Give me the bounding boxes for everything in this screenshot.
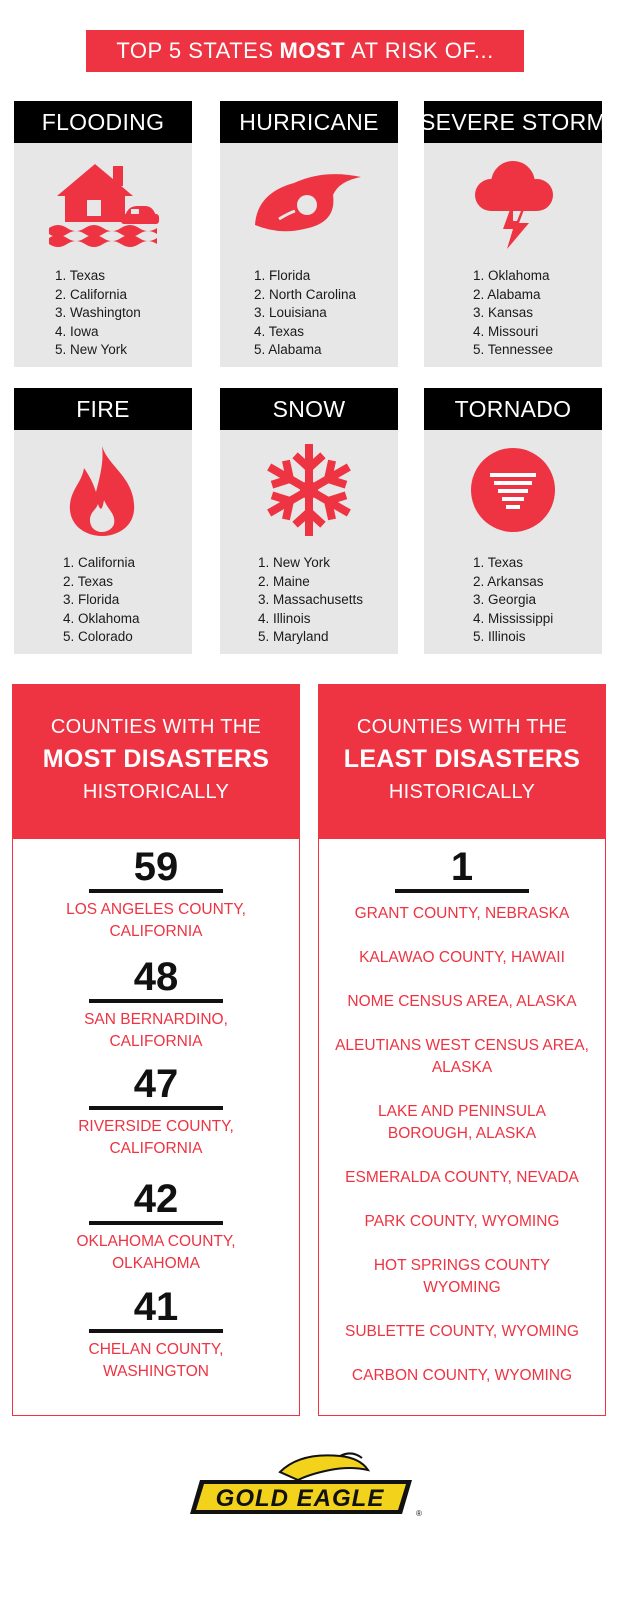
list-item: 5. Alabama	[254, 342, 322, 358]
list-item: 2. Texas	[63, 573, 114, 589]
disaster-count: 41	[133, 1285, 179, 1329]
divider	[89, 1106, 223, 1110]
banner-pre: TOP 5 STATES	[116, 38, 274, 63]
county-item	[319, 1255, 605, 1299]
county-state: CALIFORNIA	[109, 1140, 203, 1157]
county-item	[319, 1365, 605, 1387]
least-disasters-panel	[318, 684, 606, 1416]
list-item: 3. Georgia	[473, 592, 537, 608]
list-item: 5. New York	[55, 342, 128, 358]
card-title: FLOODING	[14, 101, 192, 143]
county-item	[319, 1035, 605, 1079]
most-entry	[13, 1177, 299, 1275]
list-item: 1. Texas	[55, 268, 106, 283]
card-severe-storm	[420, 101, 606, 367]
list-item: 4. Missouri	[473, 323, 539, 339]
divider	[89, 999, 223, 1003]
logo-text: GOLD EAGLE	[215, 1485, 385, 1512]
ranked-list	[473, 554, 553, 647]
county-name: RIVERSIDE COUNTY,	[78, 1118, 234, 1135]
most-entry	[13, 955, 299, 1053]
card-title: TORNADO	[424, 388, 602, 430]
list-item: 4. Illinois	[258, 610, 311, 626]
card-snow	[220, 388, 398, 654]
list-item: 2. California	[55, 286, 128, 302]
ranked-list	[258, 554, 363, 647]
county-name: CHELAN COUNTY,	[88, 1341, 224, 1358]
county-line: ALASKA	[431, 1059, 493, 1076]
list-item: 2. North Carolina	[254, 286, 357, 302]
list-item: 4. Texas	[254, 323, 305, 339]
card-tornado	[424, 388, 602, 654]
county-line: NOME CENSUS AREA, ALASKA	[347, 993, 577, 1010]
list-item: 1. California	[63, 555, 136, 570]
least-panel-header	[319, 685, 605, 839]
flood-house-icon	[14, 153, 192, 253]
disaster-count: 47	[133, 1062, 179, 1106]
list-item: 3. Florida	[63, 592, 120, 608]
fire-icon	[14, 440, 192, 540]
least-header-line2: LEAST DISASTERS	[343, 745, 581, 773]
gold-eagle-logo	[190, 1450, 430, 1525]
banner-post: AT RISK OF...	[351, 38, 494, 63]
county-line: WYOMING	[423, 1279, 501, 1296]
most-header-line3: HISTORICALLY	[82, 781, 230, 803]
list-item: 5. Illinois	[473, 629, 526, 645]
county-line: GRANT COUNTY, NEBRASKA	[354, 905, 570, 922]
most-panel-header	[13, 685, 299, 839]
list-item: 2. Maine	[258, 573, 310, 589]
list-item: 4. Oklahoma	[63, 610, 140, 626]
county-state: CALIFORNIA	[109, 1033, 203, 1050]
list-item: 1. Texas	[473, 555, 524, 570]
list-item: 3. Washington	[55, 305, 141, 321]
card-title: FIRE	[14, 388, 192, 430]
divider	[395, 889, 529, 893]
county-item	[319, 1321, 605, 1343]
list-item: 4. Mississippi	[473, 610, 554, 626]
county-line: KALAWAO COUNTY, HAWAII	[359, 949, 565, 966]
list-item: 3. Kansas	[473, 305, 534, 321]
tornado-icon	[424, 440, 602, 540]
county-item	[319, 1101, 605, 1145]
county-line: ALEUTIANS WEST CENSUS AREA,	[335, 1037, 589, 1054]
list-item: 5. Tennessee	[473, 342, 554, 358]
card-fire	[14, 388, 192, 654]
county-state: OLKAHOMA	[112, 1255, 200, 1272]
ranked-list	[63, 554, 140, 647]
card-flooding	[14, 101, 192, 367]
ranked-list	[473, 267, 553, 360]
county-line: ESMERALDA COUNTY, NEVADA	[345, 1169, 579, 1186]
county-item	[319, 947, 605, 969]
list-item: 4. Iowa	[55, 323, 99, 339]
county-item	[319, 1167, 605, 1189]
county-name: OKLAHOMA COUNTY,	[76, 1233, 236, 1250]
most-disasters-panel	[12, 684, 300, 1416]
disaster-count: 59	[133, 845, 179, 889]
county-name: LOS ANGELES COUNTY,	[66, 901, 246, 918]
list-item: 1. Oklahoma	[473, 268, 550, 283]
county-line: SUBLETTE COUNTY, WYOMING	[345, 1323, 579, 1340]
most-header-line2: MOST DISASTERS	[42, 745, 270, 773]
county-item	[319, 903, 605, 925]
county-line: PARK COUNTY, WYOMING	[364, 1213, 560, 1230]
county-name: SAN BERNARDINO,	[84, 1011, 228, 1028]
list-item: 2. Arkansas	[473, 573, 544, 589]
snowflake-icon	[220, 440, 398, 540]
ranked-list	[55, 267, 141, 360]
least-header-line1: COUNTIES WITH THE	[356, 716, 568, 738]
county-item	[319, 1211, 605, 1233]
divider	[89, 1329, 223, 1333]
ranked-list	[254, 267, 356, 360]
county-line: BOROUGH, ALASKA	[387, 1125, 537, 1142]
most-entry	[13, 1062, 299, 1160]
list-item: 2. Alabama	[473, 286, 541, 302]
county-state: CALIFORNIA	[109, 923, 203, 940]
divider	[89, 889, 223, 893]
list-item: 1. Florida	[254, 268, 311, 283]
county-line: LAKE AND PENINSULA	[378, 1103, 546, 1120]
county-line: HOT SPRINGS COUNTY	[373, 1257, 551, 1274]
card-title: SEVERE STORM	[424, 101, 602, 143]
county-item	[319, 991, 605, 1013]
hurricane-icon	[220, 153, 398, 253]
divider	[89, 1221, 223, 1225]
most-entry	[13, 845, 299, 943]
card-title: SNOW	[220, 388, 398, 430]
list-item: 3. Louisiana	[254, 305, 327, 321]
card-title: HURRICANE	[220, 101, 398, 143]
banner-strong: MOST	[279, 38, 346, 63]
card-hurricane	[220, 101, 398, 367]
county-state: WASHINGTON	[103, 1363, 209, 1380]
title-banner	[86, 30, 524, 72]
least-count-block	[319, 845, 605, 893]
most-header-line1: COUNTIES WITH THE	[50, 716, 262, 738]
county-line: CARBON COUNTY, WYOMING	[351, 1367, 573, 1384]
list-item: 5. Colorado	[63, 629, 133, 645]
least-header-line3: HISTORICALLY	[388, 781, 536, 803]
list-item: 5. Maryland	[258, 629, 329, 645]
list-item: 1. New York	[258, 555, 331, 570]
list-item: 3. Massachusetts	[258, 592, 364, 608]
most-entry	[13, 1285, 299, 1383]
disaster-count: 1	[450, 845, 474, 889]
svg-text:®: ®	[416, 1509, 422, 1518]
disaster-count: 42	[133, 1177, 179, 1221]
storm-cloud-icon	[424, 153, 602, 253]
disaster-count: 48	[133, 955, 179, 999]
